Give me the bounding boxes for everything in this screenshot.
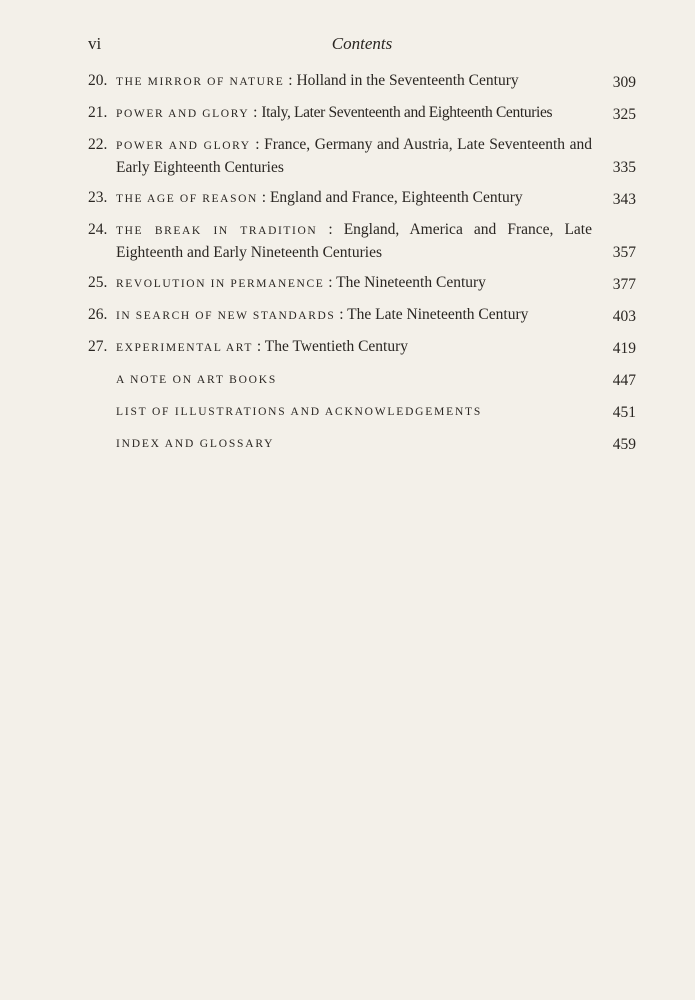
- appendix-title: [116, 400, 606, 423]
- chapter-page: 309: [612, 74, 636, 91]
- chapter-subtitle: Italy, Later Seventeenth and Eighteenth Centuries: [261, 104, 553, 121]
- toc-entry-25: [88, 272, 636, 295]
- chapter-heading: POWER AND GLORY: [116, 140, 251, 152]
- chapter-heading: THE MIRROR OF NATURE: [116, 76, 285, 88]
- chapter-number: 24.: [88, 221, 108, 238]
- toc-entry-23: [88, 187, 636, 210]
- chapter-title: THE MIRROR OF NATURE : Holland in the Seventeenth Century: [116, 72, 519, 89]
- toc-appendix-art-books: [88, 368, 636, 391]
- chapter-number: 27.: [88, 338, 108, 355]
- running-title: Contents: [331, 34, 393, 53]
- toc-entry-27: [88, 336, 636, 359]
- toc-appendix-index: [88, 432, 636, 455]
- chapter-page: 377: [612, 276, 636, 293]
- appendix-heading: INDEX AND GLOSSARY: [116, 438, 275, 450]
- chapter-page: 419: [612, 340, 636, 357]
- chapter-subtitle: Holland in the Seventeenth Century: [296, 72, 519, 89]
- toc-entry-21: [88, 102, 636, 125]
- chapter-title: THE AGE OF REASON : England and France, Eighteenth Century: [116, 189, 523, 206]
- chapter-number: 26.: [88, 306, 108, 323]
- chapter-heading: EXPERIMENTAL ART: [116, 342, 253, 354]
- chapter-page: 343: [612, 191, 636, 208]
- chapter-heading: IN SEARCH OF NEW STANDARDS: [116, 310, 336, 322]
- chapter-heading: THE BREAK IN TRADITION: [116, 225, 318, 237]
- chapter-subtitle: England, America and France, Late Eighteenth and Early Nineteenth Centuries: [116, 221, 592, 261]
- appendix-page: 451: [612, 404, 636, 421]
- toc-appendix-illustrations: [88, 400, 636, 423]
- toc-entry-20: [88, 70, 636, 93]
- appendix-title: [116, 368, 606, 391]
- chapter-title: POWER AND GLORY : Italy, Later Seventeenth and Eighteenth Centuries: [116, 104, 553, 121]
- chapter-page: 403: [612, 308, 636, 325]
- chapter-heading: REVOLUTION IN PERMANENCE: [116, 278, 325, 290]
- chapter-number: 23.: [88, 189, 108, 206]
- page-number: vi: [88, 34, 102, 53]
- chapter-title: THE BREAK IN TRADITION : England, America and France, Late Eighteenth and Early Nineteenth Centuries: [116, 221, 592, 261]
- chapter-title: POWER AND GLORY : France, Germany and Austria, Late Seventeenth and Early Eighteenth Centuries: [116, 136, 592, 176]
- chapter-title: IN SEARCH OF NEW STANDARDS : The Late Nineteenth Century: [116, 306, 529, 323]
- appendix-heading: A NOTE ON ART BOOKS: [116, 374, 278, 386]
- chapter-heading: POWER AND GLORY: [116, 108, 250, 120]
- chapter-subtitle: The Twentieth Century: [264, 338, 409, 355]
- appendix-title: [116, 432, 606, 455]
- chapter-page: 335: [612, 159, 636, 176]
- appendix-page: 447: [612, 372, 636, 389]
- chapter-subtitle: The Late Nineteenth Century: [347, 306, 529, 323]
- chapter-number: 21.: [88, 104, 108, 121]
- appendix-page: 459: [612, 436, 636, 453]
- chapter-subtitle: France, Germany and Austria, Late Seventeenth and Early Eighteenth Centuries: [116, 136, 592, 176]
- chapter-title: EXPERIMENTAL ART : The Twentieth Century: [116, 338, 409, 355]
- page-header: [88, 34, 636, 58]
- chapter-number: 22.: [88, 136, 108, 153]
- chapter-subtitle: The Nineteenth Century: [336, 274, 486, 291]
- chapter-heading: THE AGE OF REASON: [116, 193, 258, 205]
- toc-entry-22: [88, 134, 636, 178]
- chapter-number: 25.: [88, 274, 108, 291]
- appendix-heading: LIST OF ILLUSTRATIONS AND ACKNOWLEDGEMENTS: [116, 406, 483, 418]
- chapter-title: REVOLUTION IN PERMANENCE : The Nineteenth Century: [116, 274, 486, 291]
- toc-entry-26: [88, 304, 636, 327]
- table-of-contents: [88, 70, 636, 464]
- chapter-number: 20.: [88, 72, 108, 89]
- toc-entry-24: [88, 219, 636, 263]
- chapter-page: 325: [612, 106, 636, 123]
- chapter-subtitle: England and France, Eighteenth Century: [269, 189, 523, 206]
- chapter-page: 357: [612, 244, 636, 261]
